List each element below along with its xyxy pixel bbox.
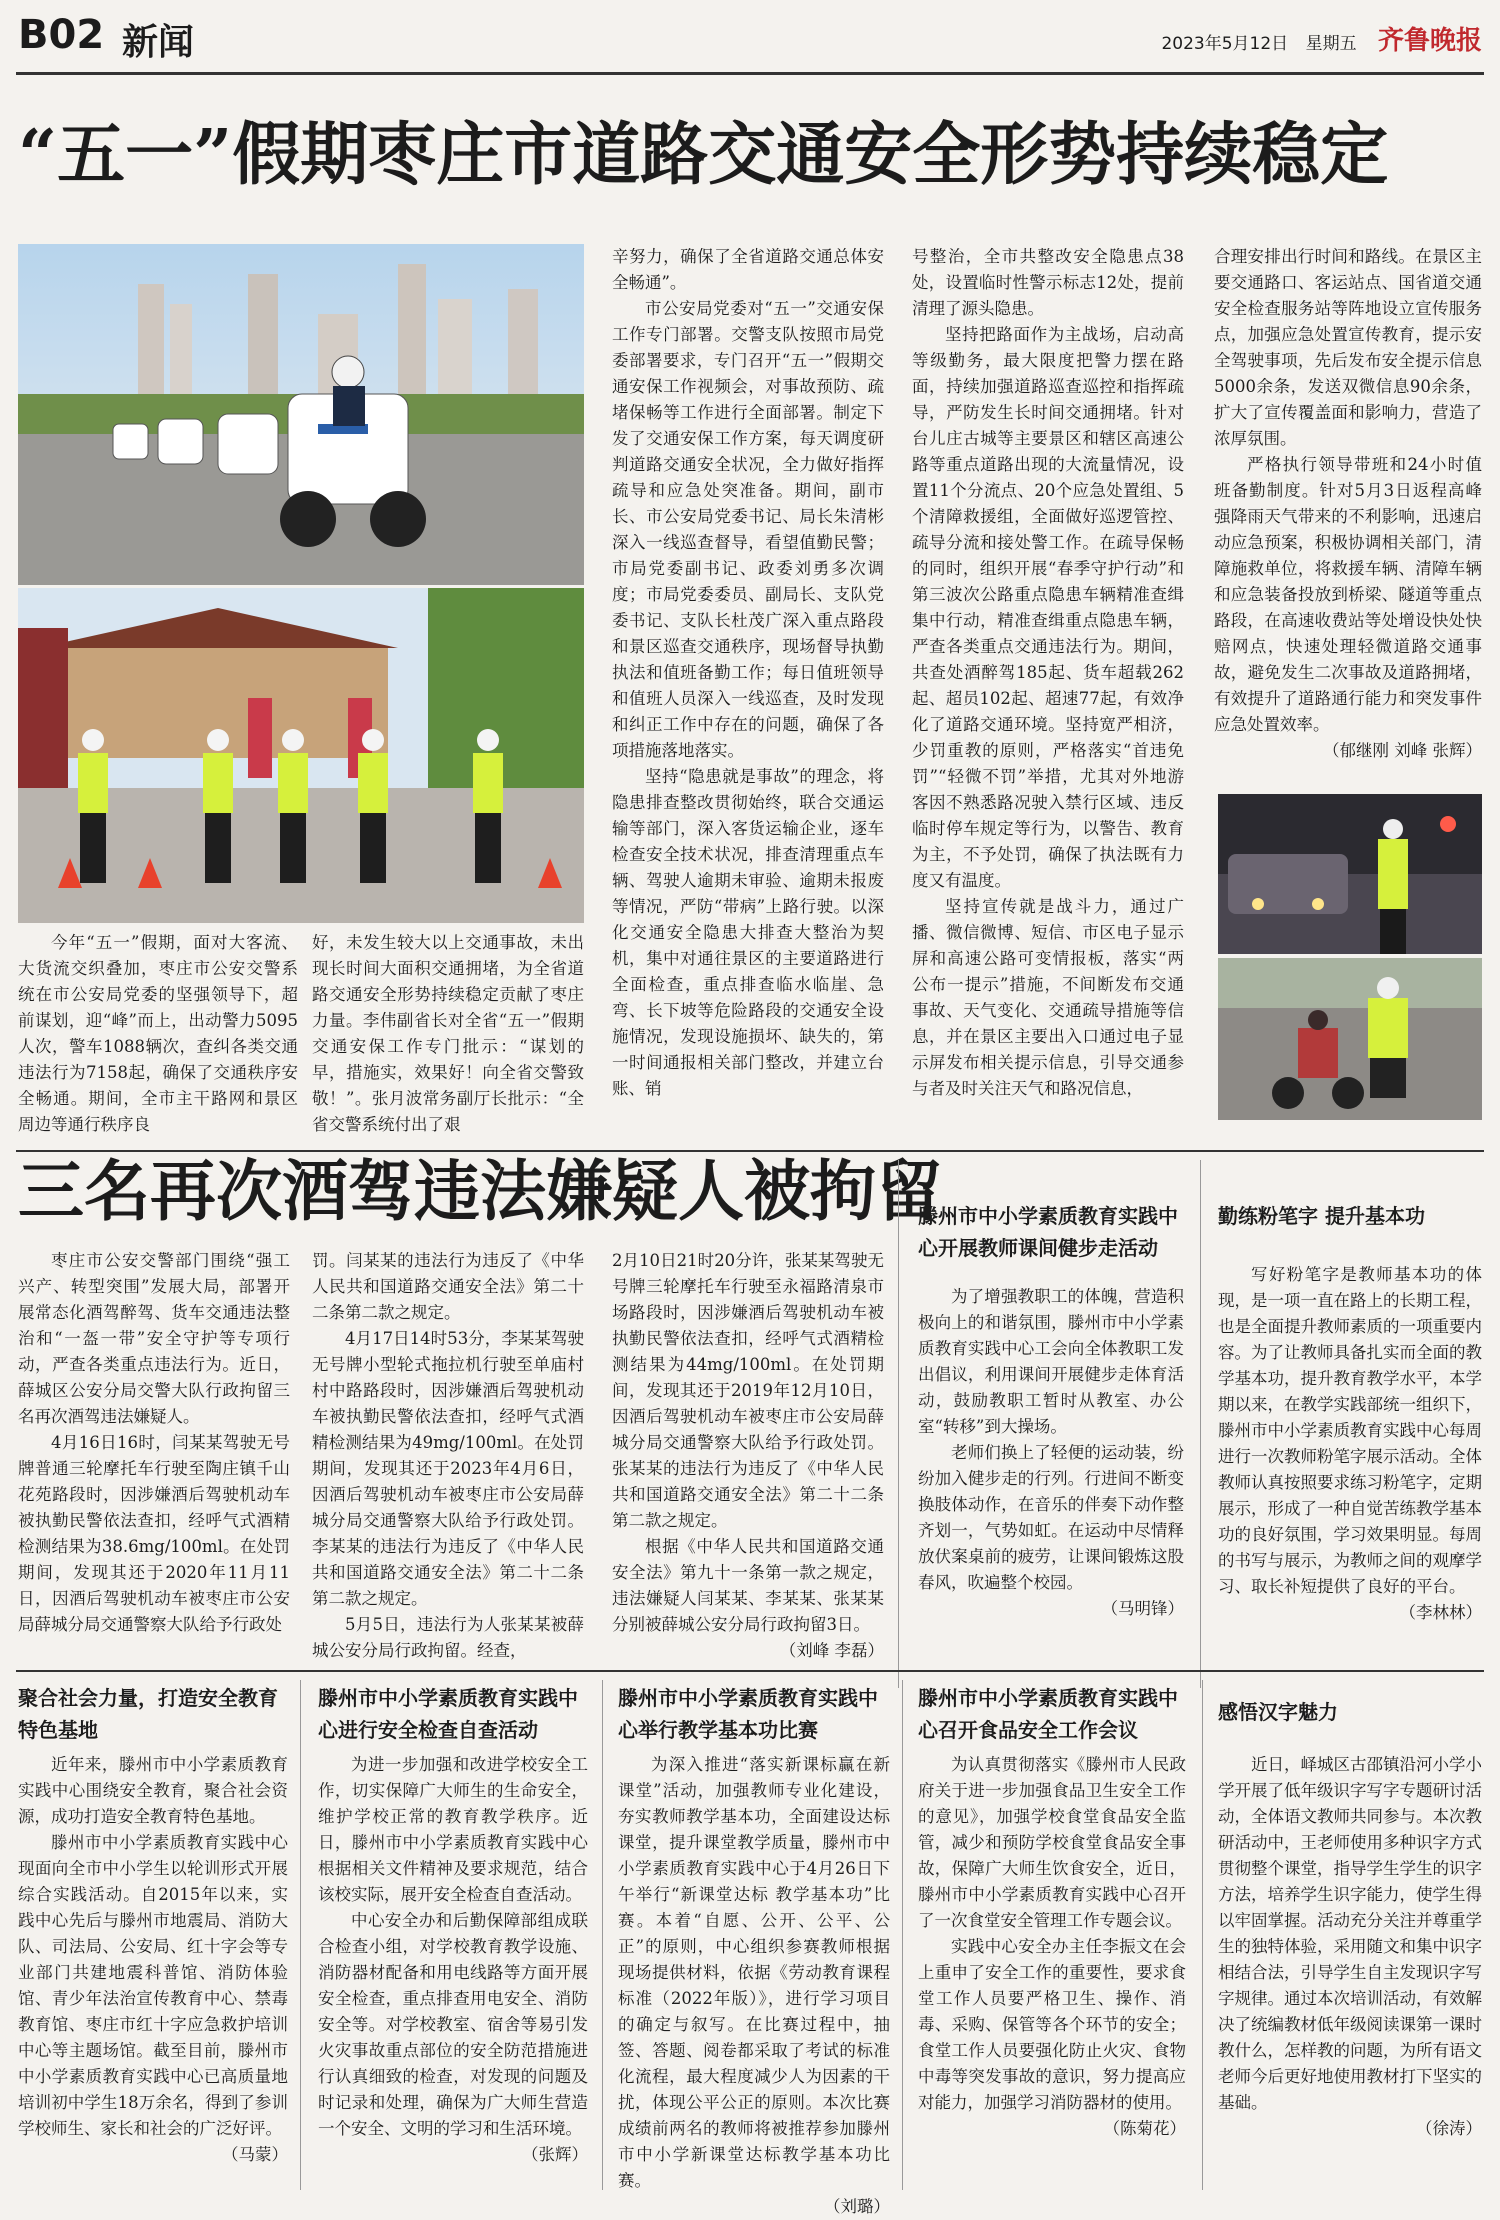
bottom3-title: 滕州市中小学素质教育实践中心举行教学基本功比赛 [618, 1686, 878, 1742]
story1-col-a-para: 今年“五一”假期，面对大客流、大货流交织叠加，枣庄市公安交警系统在市公安局党委的坚强领导下，超前谋划，迎“峰”而上，出动警力5095人次，警车1088辆次，查纠各类交通违法行为7158起，确保了交通秩序安全畅通。期间，全市主干路网和景区周边等通行秩序良 [18, 933, 298, 1134]
story2-col-b-para: 5月5日，违法行为人张某某被薛城公安分局行政拘留。经查， [312, 1615, 584, 1660]
brief1-title: 滕州市中小学素质教育实践中心开展教师课间健步走活动 [918, 1204, 1178, 1260]
bottom4-body [918, 1752, 1186, 2192]
bottom3-body [618, 1752, 890, 2216]
story1-col-d-para: 坚持宣传就是战斗力，通过广播、微信微博、短信、市区电子显示屏和高速公路可变情报板，落实“两公布一提示”措施，不间断发布交通事故、天气变化、交通疏导措施等信息，并在景区主要出入口通过电子显示屏发布相关提示信息，引导交通参与者及时关注天气和路况信息， [912, 897, 1184, 1098]
column-rule [602, 1680, 603, 2190]
brief1-para: 老师们换上了轻便的运动装，纷纷加入健步走的行列。行进间不断变换肢体动作，在音乐的伴奏下动作整齐划一，气势如虹。在运动中尽情释放伏案桌前的疲劳，让课间锻炼这股春风，吹遍整个校园。 [918, 1443, 1184, 1592]
story2-col-a-para: 枣庄市公安交警部门围绕“强工兴产、转型突围”发展大局，部署开展常态化酒驾醉驾、货车交通违法整治和“一盔一带”安全守护等专项行动，严查各类重点违法行为。近日，薛城区公安分局交警大队行政拘留三名再次酒驾违法嫌疑人。 [18, 1251, 290, 1426]
story2-column-a [18, 1248, 290, 1688]
brief2-body [1218, 1262, 1482, 1688]
story1-col-e-para: 严格执行领导带班和24小时值班备勤制度。针对5月3日返程高峰强降雨天气带来的不利影响，迅速启动应急预案，积极协调相关部门，清障施救单位，将救援车辆、清障车辆和应急装备投放到桥梁、隧道等重点路段，在高速收费站等处增设快处快赔网点，快速处理轻微道路交通事故，避免发生二次事故及道路拥堵，有效提升了道路通行能力和突发事件应急处置效率。 [1214, 455, 1482, 734]
section-name: 新闻 [122, 21, 195, 63]
story2-byline: （刘峰 李磊） [779, 1641, 884, 1660]
paper-logo: 齐鲁晚报 [1377, 26, 1482, 56]
brief2-para: 写好粉笔字是教师基本功的体现，是一项一直在路上的长期工程，也是全面提升教师素质的一项重要内容。为了让教师具备扎实而全面的教学基本功，提升教育教学水平，本学期以来，在教学实践部统一组织下，滕州市中小学素质教育实践中心每周进行一次教师粉笔字展示活动。全体教师认真按照要求练习粉笔字，定期展示，形成了一种自觉苦练教学基本功的良好氛围，学习效果明显。每周的书写与展示，为教师之间的观摩学习、取长补短提供了良好的平台。 [1218, 1265, 1482, 1596]
brief2-title: 勤练粉笔字 提升基本功 [1218, 1204, 1425, 1228]
story1-column-b [312, 930, 584, 1152]
bottom1-para: 滕州市中小学素质教育实践中心现面向全市中小学生以轮训形式开展综合实践活动。自2015年以来，实践中心先后与滕州市地震局、消防大队、司法局、公安局、红十字会等专业部门共建地震科普馆、消防体验馆、青少年法治宣传教育中心、禁毒教育馆、枣庄市红十字应急救护培训中心等主题场馆。截至目前，滕州市中小学素质教育实践中心已高质量地培训初中学生18万余名，得到了参训学校师生、家长和社会的广泛好评。 [18, 1833, 288, 2138]
bottom5-title: 感悟汉字魅力 [1218, 1700, 1338, 1724]
story1-col-c-para: 市公安局党委对“五一”交通安保工作专门部署。交警支队按照市局党委部署要求，专门召开“五一”假期交通安保工作视频会，对事故预防、疏堵保畅等工作进行全面部署。制定下发了交通安保工作方案，每天调度研判道路交通安全状况，全力做好指挥疏导和应急处突准备。期间，副市长、市公安局党委书记、局长朱清彬深入一线巡查督导，看望值勤民警；市局党委副书记、政委刘勇多次调度；市局党委委员、副局长、支队党委书记、支队长杜茂广深入重点路段和景区巡查交通秩序，现场督导执勤执法和值班备勤工作；每日值班领导和值班人员深入一线巡查，及时发现和纠正工作中存在的问题，确保了各项措施落地落实。 [612, 299, 884, 760]
bottom1-title: 聚合社会力量，打造安全教育特色基地 [18, 1686, 278, 1742]
bottom2-para: 中心安全办和后勤保障部组成联合检查小组，对学校教育教学设施、消防器材配备和用电线路等方面开展安全检查，重点排查用电安全、消防安全等。对学校教室、宿舍等易引发火灾事故重点部位的安全防范措施进行认真细致的检查，对发现的问题及时记录和处理，确保为广大师生营造一个安全、文明的学习和生活环境。 [318, 1911, 588, 2138]
story1-col-b-para: 好，未发生较大以上交通事故，未出现长时间大面积交通拥堵，为全省道路交通安全形势持续稳定贡献了枣庄力量。李伟副省长对全省“五一”假期交通安保工作专门批示：“谋划的早，措施实，效果好！向全省交警致敬！”。张月波常务副厅长批示：“全省交警系统付出了艰 [312, 933, 584, 1134]
bottom5-byline: （徐涛） [1416, 2119, 1482, 2138]
bottom1-body [18, 1752, 288, 2192]
column-rule [1202, 1680, 1203, 2190]
story2-column-c [612, 1248, 884, 1688]
bottom2-title: 滕州市中小学素质教育实践中心进行安全检查自查活动 [318, 1686, 578, 1742]
bottom2-body [318, 1752, 588, 2192]
story1-headline: “五一”假期枣庄市道路交通安全形势持续稳定 [18, 115, 1389, 195]
bottom-divider [16, 1670, 1484, 1672]
bottom4-byline: （陈菊花） [1103, 2119, 1186, 2138]
story2-col-b-para: 4月17日14时53分，李某某驾驶无号牌小型轮式拖拉机行驶至单庙村村中路路段时，因涉嫌酒后驾驶机动车被执勤民警依法查扣，经呼气式酒精检测结果为49mg/100ml。在处罚期间，发现其还于2023年4月6日，因酒后驾驶机动车被枣庄市公安局薛城分局交通警察大队给予行政处罚。李某某的违法行为违反了《中华人民共和国道路交通安全法》第二十二条第二款之规定。 [312, 1329, 584, 1608]
brief1-byline: （马明锋） [1101, 1599, 1184, 1618]
story1-byline: （郁继刚 刘峰 张辉） [1323, 741, 1482, 760]
story2-headline: 三名再次酒驾违法嫌疑人被拘留 [18, 1152, 942, 1230]
story1-col-d-para: 坚持把路面作为主战场，启动高等级勤务，最大限度把警力摆在路面，持续加强道路巡查巡控和指挥疏导，严防发生长时间交通拥堵。针对台儿庄古城等主要景区和辖区高速公路等重点道路出现的大流量情况，设置11个分流点、20个应急处置组、5个清障救援组，全面做好巡逻管控、疏导分流和接处警工作。在疏导保畅的同时，组织开展“春季守护行动”和第三波次公路重点隐患车辆精准查缉集中行动，精准查缉重点隐患车辆，严查各类重点交通违法行为。期间，共查处酒醉驾185起、货车超载262起、超员102起、超速77起，有效净化了道路交通环境。坚持宽严相济，少罚重教的原则，严格落实“首违免罚”“轻微不罚”举措，尤其对外地游客因不熟悉路况驶入禁行区域、违反临时停车规定等行为，以警告、教育为主，不予处罚，确保了执法既有力度又有温度。 [912, 325, 1184, 890]
bottom4-para: 实践中心安全办主任李振文在会上重申了安全工作的重要性，要求食堂工作人员要严格卫生、操作、消毒、采购、保管等各个环节的安全；食堂工作人员要强化防止火灾、食物中毒等突发事故的意识，努力提高应对能力，加强学习消防器材的使用。 [918, 1937, 1186, 2112]
brief2-byline: （李林林） [1399, 1603, 1482, 1622]
photo-helping-rider [1218, 958, 1482, 1120]
column-rule [902, 1680, 903, 2190]
story1-col-e-para: 合理安排出行时间和路线。在景区主要交通路口、客运站点、国省道交通安全检查服务站等阵地设立宣传服务点，加强应急处置宣传教育，提示安全驾驶事项，先后发布安全提示信息5000余条，发送双微信息90余条，扩大了宣传覆盖面和影响力，营造了浓厚氛围。 [1214, 247, 1482, 448]
story2-col-a-para: 4月16日16时，闫某某驾驶无号牌普通三轮摩托车行驶至陶庄镇千山花苑路段时，因涉嫌酒后驾驶机动车被执勤民警依法查扣，经呼气式酒精检测结果为38.6mg/100ml。在处罚期间，发现其还于2020年11月11日，因酒后驾驶机动车被枣庄市公安局薛城分局交通警察大队给予行政处 [18, 1433, 290, 1634]
header-rule [16, 72, 1484, 75]
column-rule [1200, 1160, 1201, 1688]
page-number: B02 [18, 12, 105, 58]
photo-traffic-police-standing [18, 588, 584, 923]
story1-column-c [612, 244, 884, 1152]
bottom2-para: 为进一步加强和改进学校安全工作，切实保障广大师生的生命安全，维护学校正常的教育教学秩序。近日，滕州市中小学素质教育实践中心根据相关文件精神及要求规范，结合该校实际，展开安全检查自查活动。 [318, 1755, 588, 1904]
story2-column-b [312, 1248, 584, 1688]
bottom4-para: 为认真贯彻落实《滕州市人民政府关于进一步加强食品卫生安全工作的意见》，加强学校食堂食品安全监管，减少和预防学校食堂食品安全事故，保障广大师生饮食安全，近日，滕州市中小学素质教育实践中心召开了一次食堂安全管理工作专题会议。 [918, 1755, 1186, 1930]
photo-motorcycle-police [18, 244, 584, 585]
column-rule [898, 1160, 899, 1688]
bottom3-byline: （刘璐） [824, 2197, 890, 2216]
story1-column-e [1214, 244, 1482, 784]
bottom1-para: 近年来，滕州市中小学素质教育实践中心围绕安全教育，聚合社会资源，成功打造安全教育特色基地。 [18, 1755, 288, 1826]
story2-col-c-para: 2月10日21时20分许，张某某驾驶无号牌三轮摩托车行驶至永福路清泉市场路段时，因涉嫌酒后驾驶机动车被执勤民警依法查扣，经呼气式酒精检测结果为44mg/100ml。在处罚期间，发现其还于2019年12月10日，因酒后驾驶机动车被枣庄市公安局薛城分局交通警察大队给予行政处罚。张某某的违法行为违反了《中华人民共和国道路交通安全法》第二十二条第二款之规定。 [612, 1251, 884, 1530]
story1-column-a [18, 930, 298, 1152]
story1-col-c-para: 坚持“隐患就是事故”的理念，将隐患排查整改贯彻始终，联合交通运输等部门，深入客货运输企业，逐车检查安全技术状况，排查清理重点车辆、驾驶人逾期未审验、逾期未报废等情况，严防“带病”上路行驶。以深化交通安全隐患大排查大整治为契机，集中对通往景区的主要道路进行全面检查，重点排查临水临崖、急弯、长下坡等危险路段的交通安全设施情况，发现设施损坏、缺失的，第一时间通报相关部门整改，并建立台账、销 [612, 767, 884, 1098]
bottom1-byline: （马蒙） [222, 2145, 288, 2164]
column-rule [300, 1680, 301, 2190]
bottom5-para: 近日，峄城区古邵镇沿河小学小学开展了低年级识字写字专题研讨活动，全体语文教师共同参与。本次教研活动中，王老师使用多种识字方式贯彻整个课堂，指导学生学生的识字方法，培养学生识字能力，使学生得以牢固掌握。活动充分关注并尊重学生的独特体验，采用随文和集中识字相结合法，引导学生自主发现识字写字规律。通过本次培训活动，有效解决了统编教材低年级阅读课第一课时教什么，怎样教的问题，为所有语文老师今后更好地使用教材打下坚实的基础。 [1218, 1755, 1482, 2112]
story2-col-c-para: 根据《中华人民共和国道路交通安全法》第九十一条第一款之规定，违法嫌疑人闫某某、李某某、张某某分别被薛城公安分局行政拘留3日。 [612, 1537, 884, 1634]
bottom2-byline: （张辉） [522, 2145, 588, 2164]
story2-col-b-para: 罚。闫某某的违法行为违反了《中华人民共和国道路交通安全法》第二十二条第二款之规定。 [312, 1251, 584, 1322]
story1-col-d-para: 号整治，全市共整改安全隐患点38处，设置临时性警示标志12处，提前清理了源头隐患。 [912, 247, 1184, 318]
issue-weekday: 星期五 [1305, 34, 1357, 54]
bottom5-body [1218, 1752, 1482, 2192]
brief1-body [918, 1284, 1184, 1688]
photo-night-checkpoint [1218, 794, 1482, 954]
story1-col-c-para: 辛努力，确保了全省道路交通总体安全畅通”。 [612, 247, 884, 292]
masthead-info [1161, 20, 1482, 57]
bottom3-para: 为深入推进“落实新课标赢在新课堂”活动，加强教师专业化建设，夯实教师教学基本功，全面建设达标课堂，提升课堂教学质量，滕州市中小学素质教育实践中心于4月26日下午举行“新课堂达标 教学基本功”比赛。本着“自愿、公开、公平、公正”的原则，中心组织参赛教师根据现场提供材料，依据《劳动教育课程标准（2022年版）》，进行学习项目的确定与叙写。在比赛过程中，抽签、答题、阅卷都采取了考试的标准化流程，最大程度减少人为因素的干扰，体现公平公正的原则。本次比赛成绩前两名的教师将被推荐参加滕州市中小学新课堂达标教学基本功比赛。 [618, 1755, 890, 2190]
story1-column-d [912, 244, 1184, 1152]
issue-date: 2023年5月12日 [1161, 34, 1289, 54]
bottom4-title: 滕州市中小学素质教育实践中心召开食品安全工作会议 [918, 1686, 1178, 1742]
brief1-para: 为了增强教职工的体魄，营造积极向上的和谐氛围，滕州市中小学素质教育实践中心工会向全体教职工发出倡议，利用课间开展健步走体育活动，鼓励教职工暂时从教室、办公室“转移”到大操场。 [918, 1287, 1184, 1436]
